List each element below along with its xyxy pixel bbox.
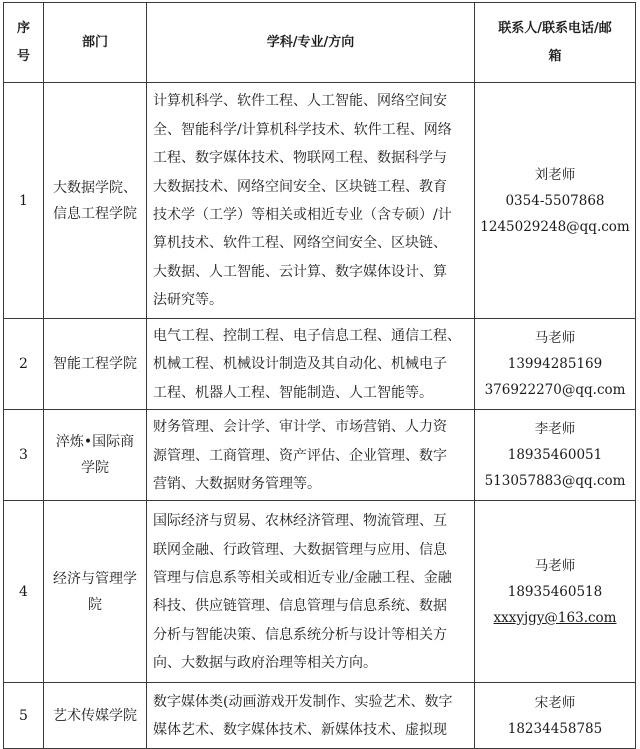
contact-phone: 13994285169 <box>507 356 603 373</box>
row-no: 2 <box>4 319 44 410</box>
header-major: 学科/专业/方向 <box>147 3 475 83</box>
row-major: 电气工程、控制工程、电子信息工程、通信工程、 机械工程、机械设计制造及其自动化、机械电子 工程、机器人工程、智能制造、人工智能等。 <box>147 319 475 410</box>
row-dept: 淬炼•国际商 学院 <box>44 410 147 501</box>
row-no: 5 <box>4 683 44 749</box>
contact-phone: 18234458785 <box>507 720 603 737</box>
row-contact <box>475 683 636 749</box>
table-row <box>4 501 636 683</box>
contact-email: 1245029248@qq.com <box>480 218 630 235</box>
contact-name: 李老师 <box>534 421 576 438</box>
row-contact <box>475 319 636 410</box>
table-row <box>4 83 636 319</box>
header-contact: 联系人/联系电话/邮 箱 <box>475 3 636 83</box>
row-no: 4 <box>4 501 44 683</box>
row-dept: 智能工程学院 <box>44 319 147 410</box>
table-row <box>4 410 636 501</box>
recruitment-table <box>3 2 636 749</box>
table-row <box>4 319 636 410</box>
contact-name: 马老师 <box>534 557 576 574</box>
row-major: 计算机科学、软件工程、人工智能、网络空间安 全、智能科学/计算机科学技术、软件工程、网络 工程、数字媒体技术、物联网工程、数据科学与 大数据技术、网络空间安全、区块链工程、教育 技术学（工学）等相关或相近专业（含专硕）/计 算机技术、软件工程、网络空间安全、区块链、 大数据、人工智能、云计算、数字媒体设计、算 法研究等。 <box>147 83 475 319</box>
row-contact <box>475 410 636 501</box>
row-major: 财务管理、会计学、审计学、市场营销、人力资 源管理、工商管理、资产评估、企业管理、数字 营销、大数据财务管理等。 <box>147 410 475 501</box>
row-major: 国际经济与贸易、农林经济管理、物流管理、互 联网金融、行政管理、大数据管理与应用、信息 管理与信息系等相关或相近专业/金融工程、金融 科技、供应链管理、信息管理与信息系统、数据 分析与智能决策、信息系统分析与设计等相关方 向、大数据与政府治理等相关方向。 <box>147 501 475 683</box>
header-no: 序 号 <box>4 3 44 83</box>
row-dept: 艺术传媒学院 <box>44 683 147 749</box>
contact-email: 376922270@qq.com <box>484 382 626 399</box>
row-dept: 经济与管理学 院 <box>44 501 147 683</box>
row-no: 1 <box>4 83 44 319</box>
row-no: 3 <box>4 410 44 501</box>
contact-phone: 18935460518 <box>507 583 603 600</box>
contact-name: 宋老师 <box>534 694 576 711</box>
header-row <box>4 3 636 83</box>
table-row <box>4 683 636 749</box>
row-dept: 大数据学院、 信息工程学院 <box>44 83 147 319</box>
contact-email: 513057883@qq.com <box>484 473 626 490</box>
contact-phone: 18935460051 <box>507 447 603 464</box>
contact-name: 马老师 <box>534 330 576 347</box>
contact-phone: 0354-5507868 <box>505 192 605 209</box>
row-major: 数字媒体类(动画游戏开发制作、实验艺术、数字 媒体艺术、数字媒体技术、新媒体技术、虚拟现 <box>147 683 475 749</box>
header-dept: 部门 <box>44 3 147 83</box>
contact-email-link[interactable]: xxxyjgy@163.com <box>493 609 617 626</box>
contact-name: 刘老师 <box>534 166 576 183</box>
row-contact <box>475 83 636 319</box>
row-contact <box>475 501 636 683</box>
